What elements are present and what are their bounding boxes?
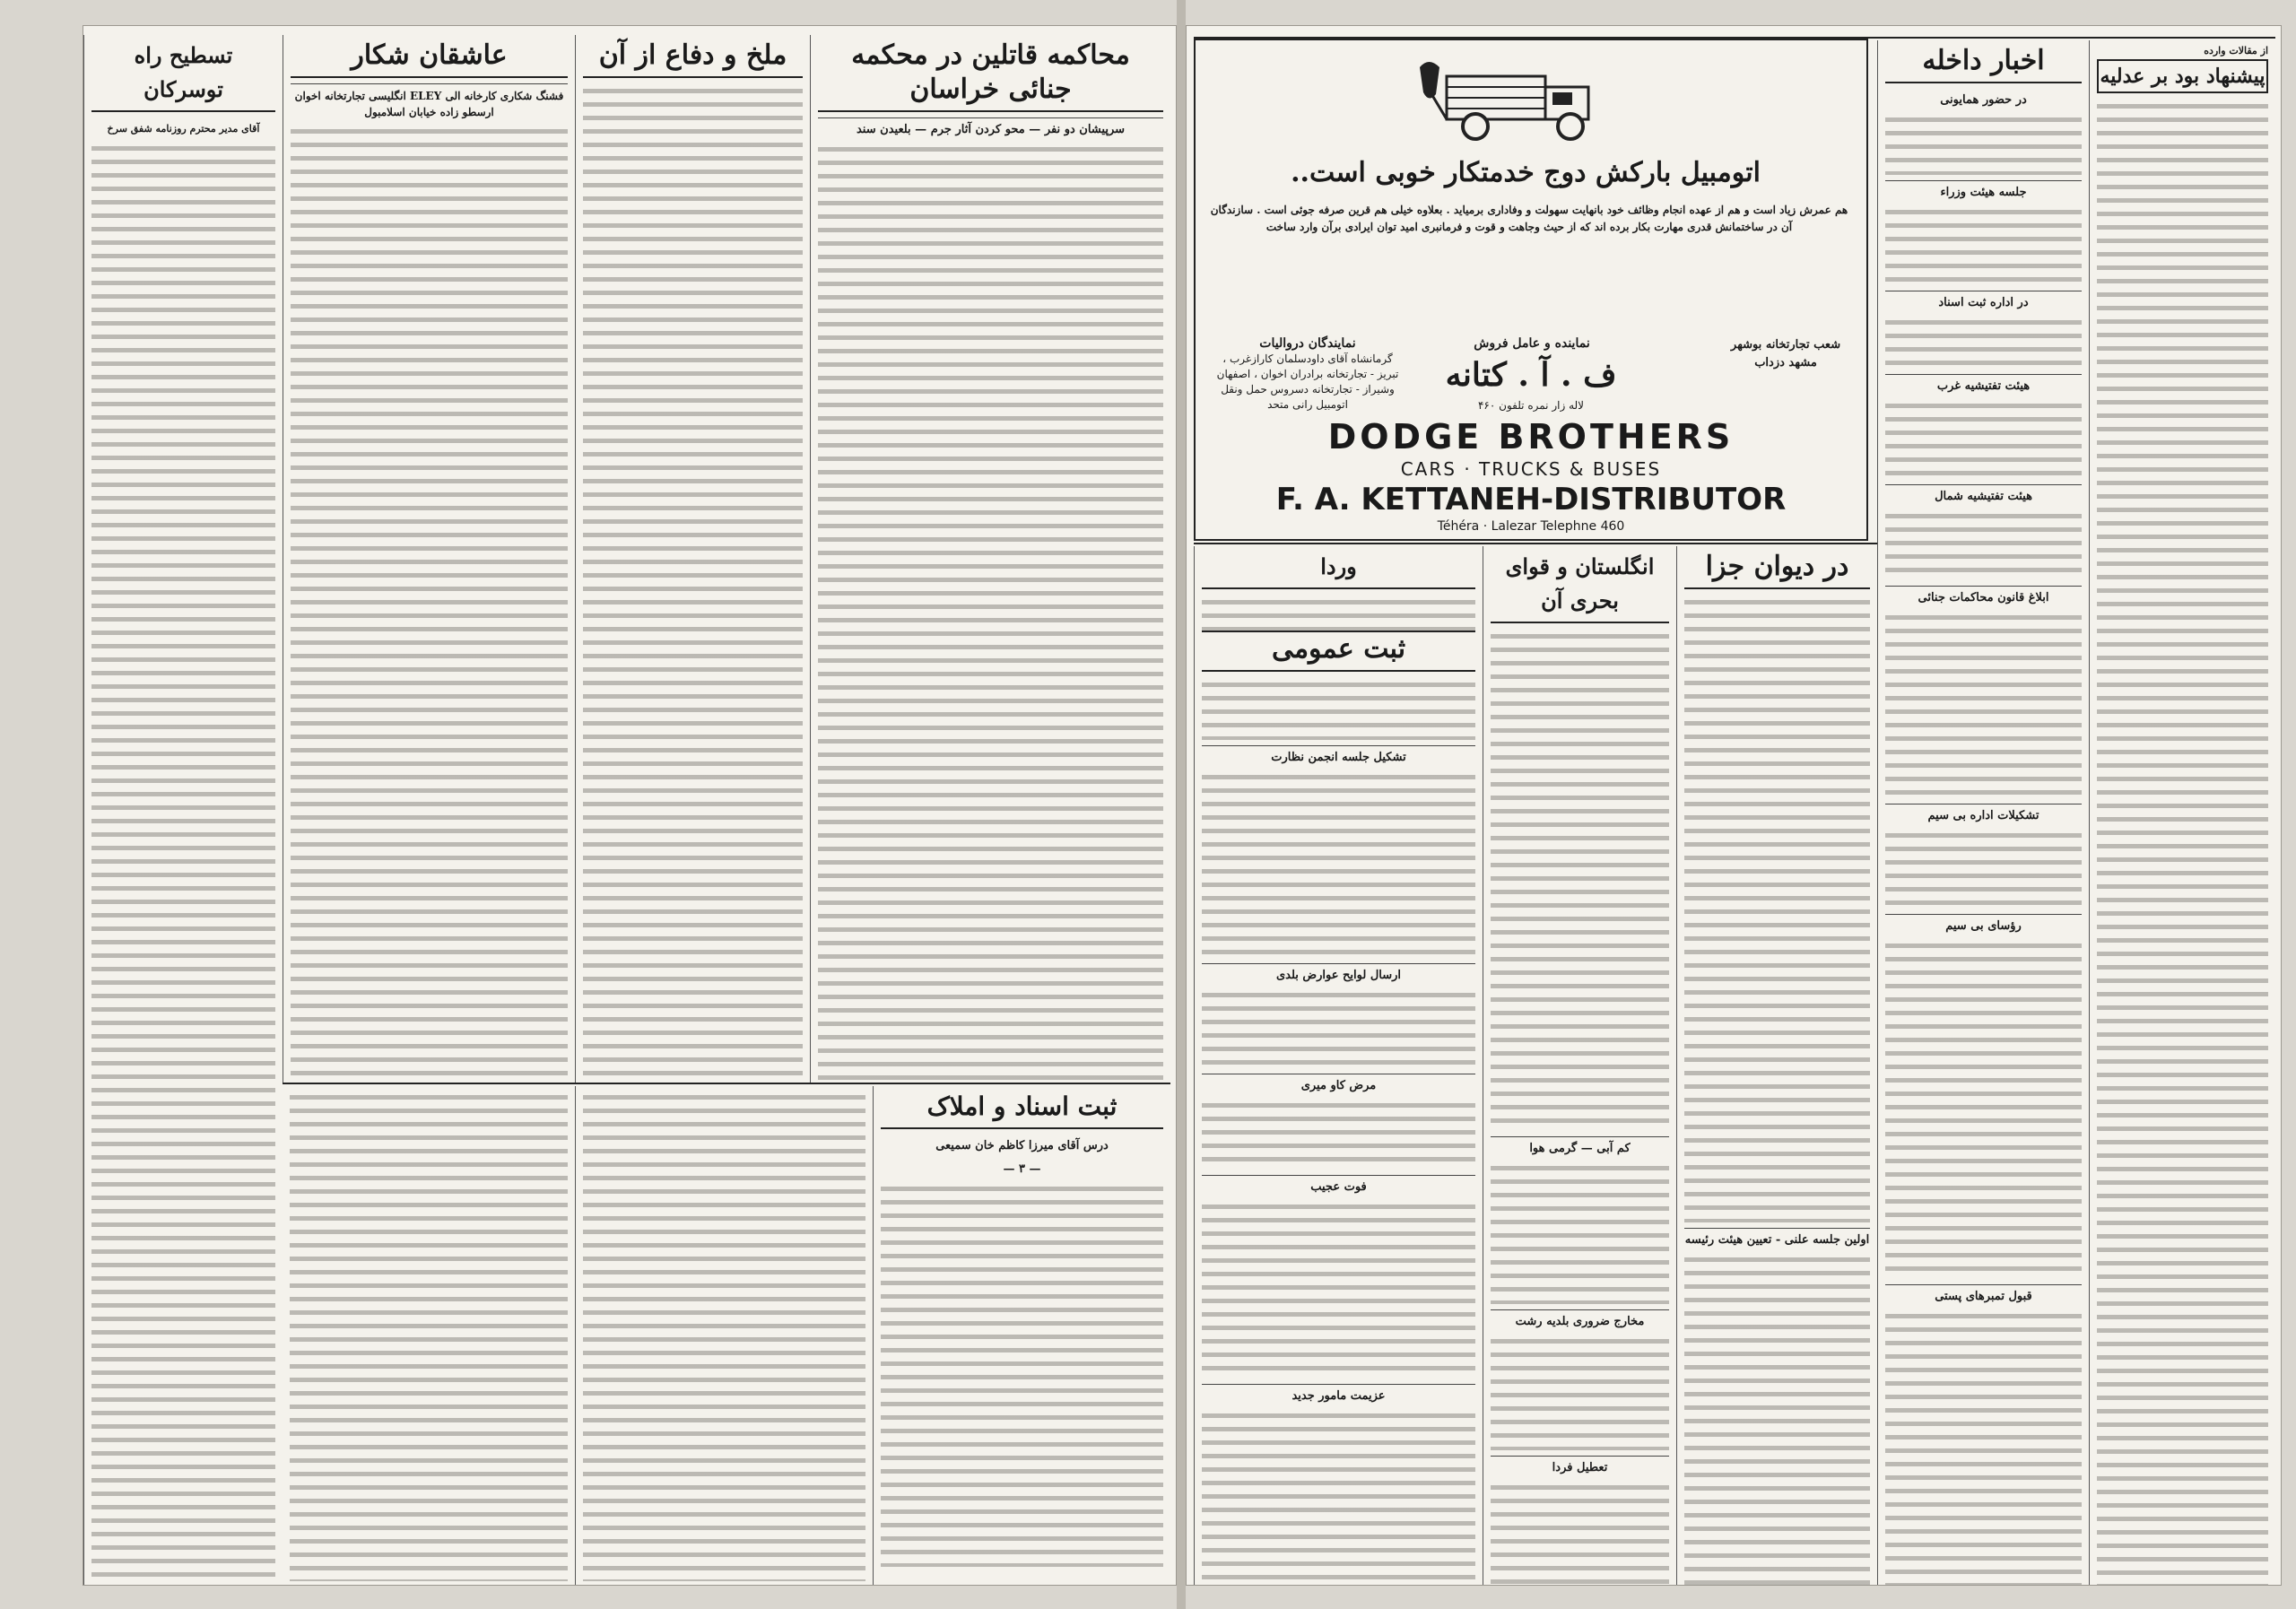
subhead-registry: درس آقای میرزا کاظم خان سمیعی xyxy=(935,1139,1109,1152)
subhead-cabinet: جلسه هیئت وزراء xyxy=(1885,180,2082,201)
text-block xyxy=(1684,1252,1870,1585)
column-domestic-news xyxy=(1877,40,2089,1585)
column-hunters xyxy=(283,35,575,1083)
left-newspaper-page xyxy=(83,25,1177,1586)
text-block xyxy=(1202,1408,1475,1585)
headline-registry: ثبت اسناد و املاک xyxy=(881,1090,1163,1129)
subhead-tomorrow-holiday: تعطیل فردا xyxy=(1491,1456,1669,1476)
subhead-wireless-heads: رؤسای بی سیم xyxy=(1885,914,2082,935)
text-block xyxy=(1885,938,2082,1279)
ad-bottom-rule xyxy=(1194,543,1877,544)
article-text-locust xyxy=(583,83,803,1083)
article-text-justice-proposal xyxy=(2097,99,2268,1585)
text-block xyxy=(1885,204,2082,285)
text-block xyxy=(1684,595,1870,1222)
subhead-cattle-plague: مرض کاو میری xyxy=(1202,1074,1475,1094)
text-block xyxy=(1885,828,2082,909)
ad-agents-list: گرمانشاه آقای داودسلمان کارازغرب ، تبریز - تجارتخانه برادران اخوان ، اصفهان وشیراز - تجارتخانه دسروس حمل ونقل اتومبیل رانی متحد xyxy=(1216,352,1399,411)
headline-criminal-court: در دیوان جزا xyxy=(1684,550,1870,589)
tuyserkan-salutation: آقای مدیر محترم روزنامه شفق سرخ xyxy=(107,123,260,135)
text-block xyxy=(1885,398,2082,479)
column-registry-cont-2 xyxy=(283,1086,575,1585)
ad-dealer-title: نماینده و عامل فروش xyxy=(1474,336,1590,351)
text-block xyxy=(1491,1161,1669,1304)
ad-distributor: F. A. KETTANEH-DISTRIBUTOR xyxy=(1275,482,1787,517)
subhead-strange-death: فوت عجیب xyxy=(1202,1175,1475,1196)
ad-address-persian: لاله زار نمره تلفون ۴۶۰ xyxy=(1477,399,1585,412)
column-locust xyxy=(575,35,810,1083)
text-block xyxy=(1491,1480,1669,1585)
headline-public-registry: ثبت عمومی xyxy=(1202,631,1475,672)
headline-domestic-news: اخبار داخله xyxy=(1885,44,2082,83)
ad-headline: اتومبیل بارکش دوج خدمتکار خوبی است.. xyxy=(1291,157,1761,188)
article-text-hunters xyxy=(291,124,568,1083)
subhead-postage-stamps: قبول تمبرهای پستی xyxy=(1885,1284,2082,1305)
text-block xyxy=(1202,987,1475,1068)
text-block xyxy=(1491,629,1669,1131)
text-block xyxy=(1202,1098,1475,1170)
ad-address-english: Téhéra · Lalezar Telephne 460 xyxy=(1437,519,1625,534)
subhead-wireless-org: تشکیلات اداره بی سیم xyxy=(1885,804,2082,824)
subhead-first-session: اولین جلسه علنی - تعیین هیئت رئیسه xyxy=(1684,1228,1870,1248)
ad-copy: هم عمرش زیاد است و هم از عهده انجام وظائف خود بانهایت سهولت و وفاداری برمیاید . بعلاوه خیلی هم قرین صرفه جوئی است . سازندگان آن در ساختمانش قدری مهارت بکار برده اند که از حیث وجاهت و قوت و فرمانبری امید توان ایرادی برآن وارد ساخت xyxy=(1210,204,1848,233)
subhead-municipal-bills: ارسال لوایح عوارض بلدی xyxy=(1202,963,1475,984)
truck-illustration-icon xyxy=(1411,51,1608,150)
article-text-tuyserkan-road xyxy=(91,141,275,1585)
ad-branches: شعب تجارتخانه بوشهر مشهد دزداب xyxy=(1730,338,1841,370)
hunters-ad-text: فشنگ شکاری کارخانه الی ELEY انگلیسی تجارتخانه اخوان ارسطو زاده خیابان اسلامبول xyxy=(291,83,568,120)
column-public-registry xyxy=(1194,546,1483,1585)
ad-dealer-name-persian: ف . آ . کتانه xyxy=(1445,356,1617,394)
article-text-registry-cont-2 xyxy=(290,1090,568,1581)
headline-tuyserkan-road: تسطیح راه توسرکان xyxy=(91,39,275,112)
subhead-rasht-expenses: مخارج ضروری بلدیه رشت xyxy=(1491,1309,1669,1330)
subhead-drought: کم آبی — گرمی هوا xyxy=(1491,1136,1669,1157)
text-block xyxy=(1202,677,1475,740)
subhead-west-inspection: هیئت تفتیشیه غرب xyxy=(1885,374,2082,395)
page-gutter xyxy=(1177,0,1186,1609)
lesson-number: — ۳ — xyxy=(1003,1162,1041,1176)
submitted-articles-label: از مقالات وارده xyxy=(2204,45,2268,57)
article-text-registry-cont-1 xyxy=(583,1090,865,1581)
ad-vehicle-types: CARS · TRUCKS & BUSES xyxy=(1400,458,1662,480)
headline-hunters: عاشقان شکار xyxy=(291,39,568,78)
dodge-brothers-advertisement xyxy=(1194,39,1868,541)
headline-justice-proposal: پیشنهاد بود بر عدلیه xyxy=(2097,59,2268,93)
text-block xyxy=(1202,770,1475,958)
subhead-royal-audience: در حضور همایونی xyxy=(1940,93,2027,107)
subhead-north-inspection: هیئت تفتیشیه شمال xyxy=(1885,484,2082,505)
column-tuyserkan-road xyxy=(83,35,283,1585)
text-block xyxy=(1885,112,2082,175)
column-khorasan-trial xyxy=(810,35,1170,1083)
ad-agents-title: نمایندگان دروالیات xyxy=(1259,336,1356,351)
column-england-navy xyxy=(1483,546,1676,1585)
subhead-khorasan-trial: سرپیشان دو نفر — محو کردن آثار جرم — بلعیدن سند xyxy=(818,117,1163,138)
text-block xyxy=(1885,1309,2082,1585)
column-justice-proposal xyxy=(2089,40,2275,1585)
subhead-supervision-session: تشکیل جلسه انجمن نظارت xyxy=(1202,745,1475,766)
headline-england-navy: انگلستان و قوای بحری آن xyxy=(1491,550,1669,623)
subhead-new-official: عزیمت مامور جدید xyxy=(1202,1384,1475,1405)
headline-locust: ملخ و دفاع از آن xyxy=(583,39,803,78)
subhead-criminal-procedure: ابلاغ قانون محاکمات جنائی xyxy=(1885,586,2082,606)
headline-khorasan-trial: محاکمه قاتلین در محکمه جنائی خراسان xyxy=(818,39,1163,112)
section-divider xyxy=(283,1083,1170,1084)
text-block xyxy=(1885,610,2082,798)
text-block xyxy=(1885,509,2082,580)
subhead-registry-office: در اداره ثبت اسناد xyxy=(1885,291,2082,311)
ad-brand-name: DODGE BROTHERS xyxy=(1327,417,1735,457)
column-registry-cont-1 xyxy=(575,1086,873,1585)
article-text-khorasan-trial xyxy=(818,142,1163,1083)
headline-arrivals: وردا xyxy=(1202,550,1475,589)
text-block xyxy=(1491,1334,1669,1450)
column-criminal-court xyxy=(1676,546,1877,1585)
text-block xyxy=(1202,595,1475,631)
column-registry xyxy=(873,1086,1170,1585)
text-block xyxy=(1885,315,2082,369)
article-text-registry xyxy=(881,1181,1163,1567)
text-block xyxy=(1202,1199,1475,1379)
right-newspaper-page xyxy=(1186,25,2282,1586)
